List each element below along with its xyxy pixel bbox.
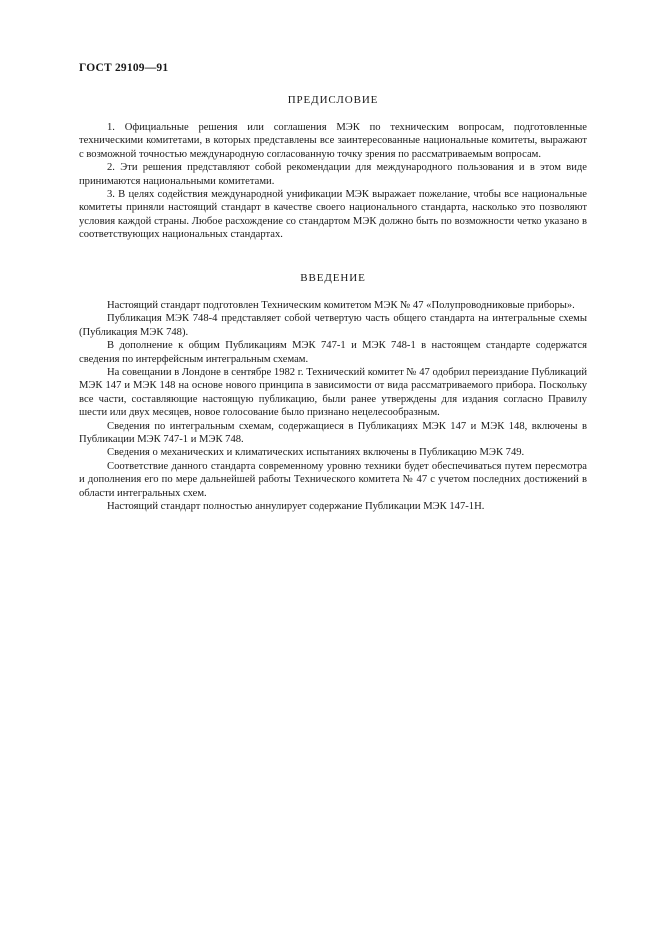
- introduction-paragraph-5: Сведения по интегральным схемам, содержащиеся в Публикациях МЭК 147 и МЭК 148, включены в Публикации МЭК 747-1 и МЭК 748.: [79, 420, 587, 446]
- foreword-paragraph-1: 1. Официальные решения или соглашения МЭК по техническим вопросам, подготовленные техническими комитетами, в которых представлены все заинтересованные национальные комитеты, выражают с возможной точностью международную согласованную точку зрения по рассматриваемым вопросам.: [79, 122, 587, 160]
- foreword-section: [79, 94, 587, 242]
- introduction-paragraph-8: Настоящий стандарт полностью аннулирует содержание Публикации МЭК 147-1Н.: [107, 501, 485, 513]
- foreword-paragraph-3: 3. В целях содействия международной унификации МЭК выражает пожелание, чтобы все национальные комитеты приняли настоящий стандарт в качестве своего национального стандарта, насколько это позволяют условия каждой страны. Любое расхождение со стандартом МЭК должно быть по возможности четко указано в соответствующих национальных стандартах.: [79, 189, 587, 241]
- introduction-paragraph-3: В дополнение к общим Публикациям МЭК 747-1 и МЭК 748-1 в настоящем стандарте содержатся сведения по интерфейсным интегральным схемам.: [79, 340, 587, 365]
- introduction-section: [79, 272, 587, 514]
- introduction-paragraph-4: На совещании в Лондоне в сентябре 1982 г. Технический комитет № 47 одобрил переиздание Публикаций МЭК 147 и МЭК 148 на основе нового принципа в зависимости от вида рассматриваемого прибора. Поскольку все части, составляющие настоящую публикацию, были ранее утверждены для издания согласно Правилу шести или двух месяцев, новое голосование было признано нецелесообразным.: [79, 367, 587, 419]
- introduction-paragraph-6: Сведения о механических и климатических испытаниях включены в Публикацию МЭК 749.: [107, 447, 525, 459]
- document-code: ГОСТ 29109—91: [79, 62, 169, 74]
- introduction-paragraph-2: Публикация МЭК 748-4 представляет собой четвертую часть общего стандарта на интегральные схемы (Публикация МЭК 748).: [79, 313, 587, 338]
- introduction-paragraph-1: Настоящий стандарт подготовлен Техническим комитетом МЭК № 47 «Полупроводниковые приборы».: [107, 300, 575, 311]
- foreword-paragraph-2: 2. Эти решения представляют собой рекомендации для международного пользования и в этом виде принимаются национальными комитетами.: [79, 162, 587, 187]
- introduction-heading: ВВЕДЕНИЕ: [300, 272, 366, 284]
- foreword-heading: ПРЕДИСЛОВИЕ: [287, 94, 379, 106]
- introduction-paragraph-7: Соответствие данного стандарта современному уровню техники будет обеспечиваться путем пересмотра и дополнения его по мере дальнейшей работы Технического комитета № 47 с учетом последних достижений в области интегральных схем.: [79, 460, 587, 499]
